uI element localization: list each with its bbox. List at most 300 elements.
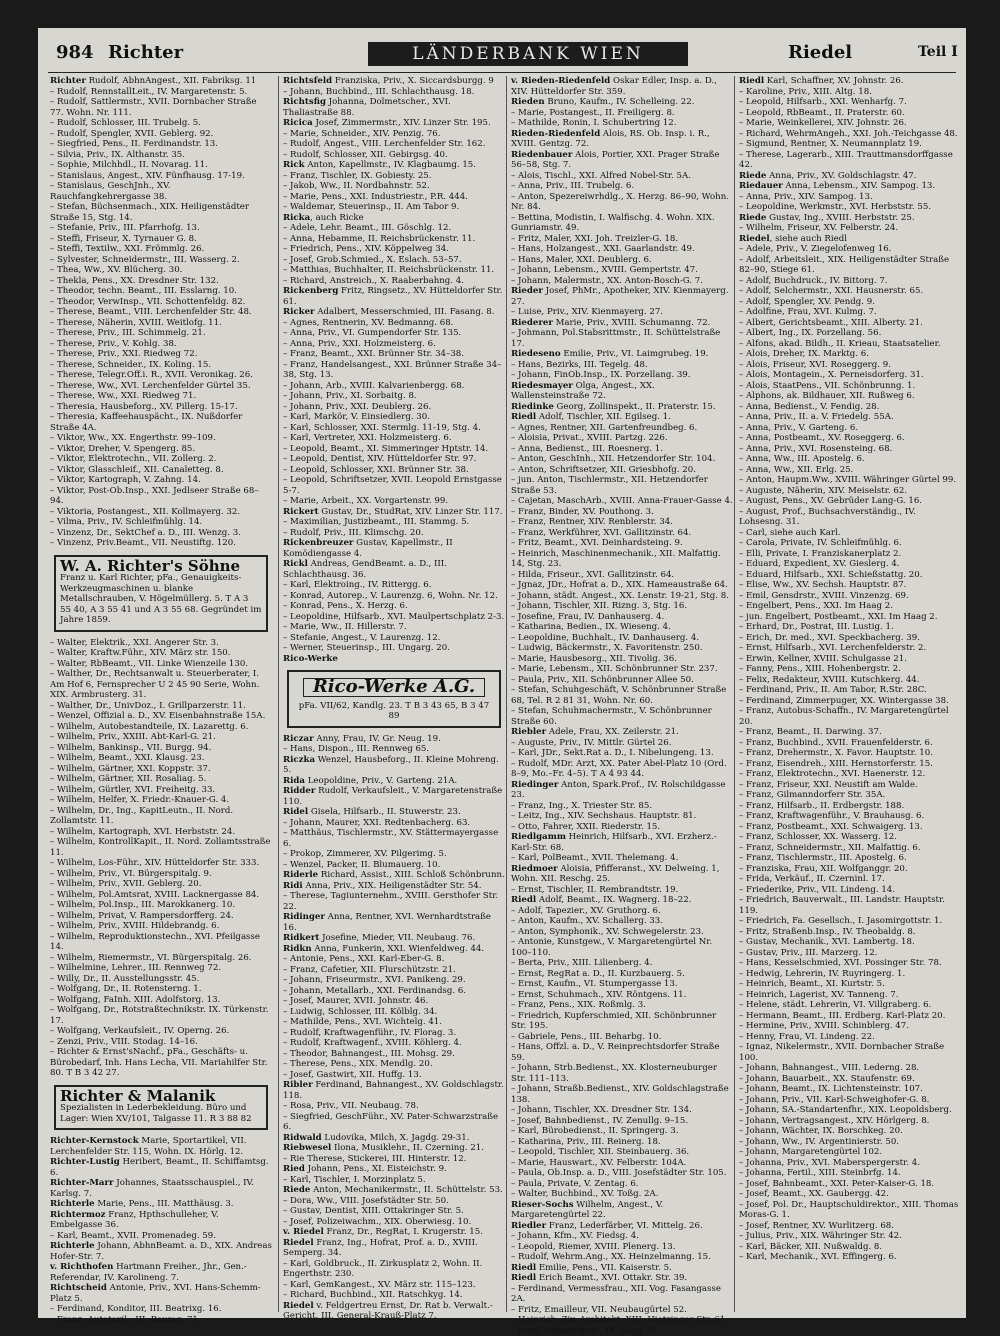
directory-entry: – Stefan, Büchsenmach., XIX. Heiligenstädter Straße 15, Stg. 14.: [50, 202, 272, 223]
directory-entry: v. Riedel Franz, Dr., RegRat, I. Krugerstr. 15.: [283, 1227, 505, 1238]
directory-entry: – Walter, Buchbind., XV. Toßg. 2A.: [511, 1189, 733, 1200]
directory-entry: – Jakob, Ww., II. Nordbahnstr. 52.: [283, 181, 505, 192]
directory-entry: – Alois, Montagein., X. Perneisdorferg. 31.: [739, 370, 961, 381]
directory-entry: Ricker Adalbert, Messerschmied, III. Fasang. 8.: [283, 307, 505, 318]
directory-entry: – Paula, Ob.Insp. a. D., VIII. Josefstädter Str. 105.: [511, 1168, 733, 1179]
advertisement-box: [54, 1085, 268, 1131]
directory-entry: – Jgnaz, JDr., Hofrat a. D., XIX. Hameaustraße 64.: [511, 580, 733, 591]
directory-entry: – Wilhelm, Beamt., XXI. Klausg. 23.: [50, 753, 272, 764]
directory-entry: – Adele, Lehr. Beamt., III. Göschlg. 12.: [283, 223, 505, 234]
advertisement-text: Spezialisten in Lederbekleidung. Büro und Lager: Wien XV/101, Talgasse 11. R 3 88 82: [60, 1103, 252, 1124]
directory-entry: – Wilhelm, Pol.Amtsrat, XVIII. Lacknergasse 84.: [50, 890, 272, 901]
directory-entry: Rieder Josef, PhMr., Apotheker, XIV. Kienmayerg. 27.: [511, 286, 733, 307]
directory-entry: – Therese, Näherin, XVIII. Weitlofg. 11.: [50, 318, 272, 329]
directory-entry: – Hans, Offzl. a. D., V. Reinprechtsdorfer Straße 59.: [511, 1042, 733, 1063]
directory-entry: – Leopold, Riemer, XVIII. Plenerg. 13.: [511, 1242, 733, 1253]
directory-entry: – Franz, Pens., XIX. Roßmlg. 3.: [511, 1000, 733, 1011]
directory-entry: – Hans, Dispon., III. Rennweg 65.: [283, 744, 505, 755]
directory-entry: – Paula, Private, V. Zentag. 6.: [511, 1179, 733, 1190]
directory-entry: – Wilhelm, Priv., XXIII. Abt-Karl-G. 21.: [50, 732, 272, 743]
directory-entry: – Heinrich, Maschinenmechanik., XII. Malfattig. 14, Stg. 23.: [511, 549, 733, 570]
directory-entry: – Viktor, Post-Ob.Insp., XXI. Jedlseer Straße 68–94.: [50, 486, 272, 507]
directory-entry: – Stanislaus, Angest., XIV. Fünfhausg. 17-19.: [50, 171, 272, 182]
directory-entry: – Vinzenz, Dr., SektChef a. D., III. Wenzg. 3.: [50, 528, 272, 539]
directory-entry: – Anna, Priv., III. Trubelg. 6.: [511, 181, 733, 192]
directory-entry: – Wilhelm, Priv., VI. Bürgerspitalg. 9.: [50, 869, 272, 880]
directory-entry: – Bettina, Modistin, I. Walfischg. 4. Wohn. XIX. Gunriamstr. 49.: [511, 213, 733, 234]
directory-entry: – Johann, Kfm., XV. Fiedsg. 4.: [511, 1231, 733, 1242]
directory-entry: Rickert Gustav, Dr., StudRat, XIV. Linzer Str. 117.: [283, 507, 505, 518]
page-header: [38, 28, 966, 68]
directory-entry: – Franz, Cafetier, XII. Flurschützstr. 21.: [283, 965, 505, 976]
directory-entry: – Theresia, Kaffeehauspächt., IX. Nußdorfer Straße 4A.: [50, 412, 272, 433]
directory-entry: – Franz, Elektrotechn., XVI. Haenerstr. 12.: [739, 769, 961, 780]
directory-entry: – Karl, Tischler, I. Morzinplatz 5.: [283, 1175, 505, 1186]
directory-entry: – Franz, Friseur, XXI. Neustift am Walde.: [739, 780, 961, 791]
directory-entry: – Richard, Anstreich., X. Raaberbahng. 4.: [283, 276, 505, 287]
directory-entry: Rieden Bruno, Kaufm., IV. Schelleing. 22.: [511, 97, 733, 108]
directory-entry: – Walther, Dr., Rechtsanwalt u. Steuerberater, I. Am Hof 6, Fernsprecher U 2 45 90 Serie, Wohn. XIX. Armbrusterg. 31.: [50, 669, 272, 701]
directory-entry: – Marie, Lebensm., XII. Schönbrunner Str. 237.: [511, 664, 733, 675]
directory-entry: – Adolf, Buchdruck., IV. Bittorg. 7.: [739, 276, 961, 287]
directory-entry: – Heinrich, Beamt., XI. Kurtstr. 5.: [739, 979, 961, 990]
directory-entry: – Karl, Mechanik., XVI. Effingerg. 6.: [739, 1252, 961, 1263]
directory-entry: Richter-Lustig Heribert, Beamt., II. Schiffamtsg. 6.: [50, 1157, 272, 1178]
directory-entry: Riedlgamm Heinrich, Hilfsarb., XVI. Erzherz.-Karl-Str. 68.: [511, 832, 733, 853]
directory-entry: – Marie, Ww., II. Hillerstr. 7.: [283, 622, 505, 633]
directory-entry: – Johann, Ww., IV. Argentinierstr. 50.: [739, 1137, 961, 1148]
directory-entry: – Hans, Holzangest., XXI. Gaarlandstr. 49.: [511, 244, 733, 255]
directory-entry: – Franz, Autotaxil., III. Baumg. 71.: [50, 1315, 272, 1326]
directory-entry: – Hans, Maler, XXI. Deublerg. 6.: [511, 255, 733, 266]
directory-entry: – Adele, Priv., V. Ziegelofenweg 16.: [739, 244, 961, 255]
directory-entry: – Gustav, Mechanik., XVI. Lambertg. 18.: [739, 937, 961, 948]
directory-entry: – Rudolf, Angest., VIII. Lerchenfelder Str. 162.: [283, 139, 505, 150]
directory-entry: Riedenbauer Alois, Portier, XXI. Prager Straße 56–58, Stg. 7.: [511, 150, 733, 171]
directory-entry: – Karl, Vertreter, XXI. Holzmeisterg. 6.: [283, 433, 505, 444]
directory-entry: – Rie Therese, Stickerei, III. Hinterstr. 12.: [283, 1154, 505, 1165]
directory-entry: – Alois, Friseur, XVI. Roseggerg. 9.: [739, 360, 961, 371]
directory-entry: – Josef, Polizeiwachm., XIX. Oberwiesg. 10.: [283, 1217, 505, 1228]
directory-entry: – Stefanie, Angest., V. Laurenzg. 12.: [283, 633, 505, 644]
directory-entry: – Maximilian, Justizbeamt., III. Stammg. 5.: [283, 517, 505, 528]
directory-entry: Ridkn Anna, Funkerin, XXI. Wienfeldweg. 44.: [283, 944, 505, 955]
directory-entry: – Johann, Priv., VII. Karl-Schweighofer-G. 8.: [739, 1095, 961, 1106]
directory-entry: – Viktor, Elektrotechn., VII. Zollerg. 2.: [50, 454, 272, 465]
directory-entry: – Walter, Elektrik., XXI. Angerer Str. 3.: [50, 638, 272, 649]
directory-entry: – Johanna, Priv., XVI. Maberspergerstr. 4.: [739, 1158, 961, 1169]
directory-entry: – Walter, RbBeamt., VII. Linke Wienzeile 130.: [50, 659, 272, 670]
directory-entry: – Leopold, Tischler, XII. Steinbauerg. 36.: [511, 1147, 733, 1158]
directory-entry: – Franz, Hilfsarb., II. Erdbergstr. 188.: [739, 801, 961, 812]
directory-entry: – Franz, Eisendreh., XIII. Hernstorferstr. 15.: [739, 759, 961, 770]
directory-entry: – Franz, Tischler, IX. Gobiesty. 25.: [283, 171, 505, 182]
directory-entry: Riedesmayer Olga, Angest., XX. Wallensteinstraße 72.: [511, 381, 733, 402]
directory-entry: – Karl, Elektroing., IV. Rittergg. 6.: [283, 580, 505, 591]
directory-entry: – Anna, Ww., III. Apostelg. 6.: [739, 454, 961, 465]
directory-entry: – Sigmund, Rentner, X. Neumannplatz 19.: [739, 139, 961, 150]
directory-entry: – Vinzenz, Priv.Beamt., VII. Neustiftg. 120.: [50, 538, 272, 549]
directory-entry: – Rudolf, Kraftwagenführ., IV. Florag. 3.: [283, 1028, 505, 1039]
directory-entry: – Therese, Tagiunternehm., XVIII. Gersthofer Str. 22.: [283, 891, 505, 912]
directory-entry: Rickenbreuzer Gustav, Kapellmstr., II Komödiengasse 4.: [283, 538, 505, 559]
directory-entry: – Adolf, Selchermstr., XXI. Hausnerstr. 65.: [739, 286, 961, 297]
directory-entry: Ricica Josef, Zimmermstr., XIV. Linzer Str. 195.: [283, 118, 505, 129]
advertisement-box: [54, 555, 268, 632]
directory-entry: – Leopold, Schriftsetzer, XVII. Leopold Ernstgasse 5-7.: [283, 475, 505, 496]
directory-entry: – Agnes, Rentner, XII. Gartenfreundbeg. 6.: [511, 423, 733, 434]
directory-entry: – Wolfgang, Dr., Rotstraßtechnikstr. IX. Türkenstr. 17.: [50, 1005, 272, 1026]
directory-entry: Ried Johann, Pens., XI. Eisteichstr. 9.: [283, 1164, 505, 1175]
directory-entry: – Anna, Priv., XVI. Rosensteing. 68.: [739, 444, 961, 455]
directory-entry: Riedeseno Emilie, Priv., VI. Laimgrubeg. 19.: [511, 349, 733, 360]
directory-entry: – Josef, Bahnbedienst., IV. Zenullg. 9–15.: [511, 1116, 733, 1127]
directory-entry: – Auguste, Priv., IV. Mittlr. Gürtel 26.: [511, 738, 733, 749]
directory-entry: – Mathilde, Pens., XVI. Wichtelg. 41.: [283, 1017, 505, 1028]
directory-entry: – Wilhelm, Privat, V. Rampersdorfferg. 24.: [50, 911, 272, 922]
directory-entry: – Viktor, Glasschleif., XII. Canaletteg. 8.: [50, 465, 272, 476]
directory-entry: – Johann, Malermstr., XX. Anton-Bosch-G. 7.: [511, 276, 733, 287]
directory-entry: – Franz, Autobus-Schaffn., IV. Margaretengürtel 20.: [739, 706, 961, 727]
directory-entry: – Leopold, Beamt., XI. Simmeringer Hptstr. 14.: [283, 444, 505, 455]
directory-entry: – Antonie, Kunstgew., V. Margaretengürtel Nr. 100–110.: [511, 937, 733, 958]
directory-entry: – Therese, Beamt., VIII. Lerchenfelder Str. 48.: [50, 307, 272, 318]
directory-entry: – Wilhelm, Riemermstr., VI. Bürgerspitalg. 26.: [50, 953, 272, 964]
directory-entry: – Rudolf, RennstallLeit., IV. Margaretenstr. 5.: [50, 87, 272, 98]
directory-entry: – Rudolf, Priv., III. Klimschg. 20.: [283, 528, 505, 539]
directory-entry: – Karl, GemKangest., XV. März str. 115–123.: [283, 1280, 505, 1291]
directory-entry: – Ernst, Kaufm., VI. Stumpergasse 13.: [511, 979, 733, 990]
directory-entry: – Wilhelm, Bankinsp., VII. Burgg. 94.: [50, 743, 272, 754]
directory-entry: – Matthias, Buchhalter, II. Reichsbrückenstr. 11.: [283, 265, 505, 276]
directory-entry: – Wilhelm, Kartograph, XVI. Herbststr. 24.: [50, 827, 272, 838]
directory-entry: – Anna, Priv., XIV. Sampog. 13.: [739, 192, 961, 203]
directory-entry: – Therese, Priv., XXI. Riedweg 72.: [50, 349, 272, 360]
directory-entry: – Wilhelm, Pol.Insp., III. Marokkanerg. 10.: [50, 900, 272, 911]
directory-entry: – Johann, Tischler, XII. Rizng. 3, Stg. 16.: [511, 601, 733, 612]
directory-entry: Riebwesel Ilona, Musiklehr., II. Czerning. 21.: [283, 1143, 505, 1154]
directory-entry: – Katharina, Priv., III. Reinerg. 18.: [511, 1137, 733, 1148]
directory-entry: – Anna, Postbeamt., XV. Roseggerg. 6.: [739, 433, 961, 444]
directory-entry: – Steffi, Friseur, X. Tyrnauer G. 8.: [50, 234, 272, 245]
directory-entry: – Rudolf, Schlosser, III. Trubelg. 5.: [50, 118, 272, 129]
directory-entry: – Silvia, Priv., IX. Althanstr. 35.: [50, 150, 272, 161]
directory-entry: – Theodor, techn. Beamt., III. Esslarng. 10.: [50, 286, 272, 297]
directory-entry: – Agnes, Rentnerin, XV. Bedmanng. 68.: [283, 318, 505, 329]
directory-entry: – Karl, Bäcker, XII. Nußwaldg. 8.: [739, 1242, 961, 1253]
header-rule: [48, 72, 956, 73]
directory-entry: – Katharina, Bedien., IX. Wieseng. 4.: [511, 622, 733, 633]
directory-entry: – Wilhelm, Gärtner, XII. Rosaliag. 5.: [50, 774, 272, 785]
directory-entry: – Anna, Priv., XXI. Holzmeisterg. 6.: [283, 339, 505, 350]
directory-entry: – Therese, Priv., III. Schimmelg. 21.: [50, 328, 272, 339]
directory-entry: – Zenzi, Priv., VIII. Stodag. 14–16.: [50, 1037, 272, 1048]
directory-entry: Richterle Johann, AbhnBeamt. a. D., XIX. Andreas Hofer-Str. 7.: [50, 1241, 272, 1262]
directory-entry: – Paula, Priv., XII. Schönbrunner Allee 50.: [511, 675, 733, 686]
directory-entry: – Therese, Pens., XIX. Mendlg. 20.: [283, 1059, 505, 1070]
directory-entry: – Friedrich, Kupferschmied, XII. Schönbrunner Str. 195.: [511, 1011, 733, 1032]
directory-entry: Ricka, auch Ricke: [283, 213, 505, 224]
directory-entry: v. Rieden-Riedenfeld Oskar Edler, Insp. a. D., XIV. Hütteldorfer Str. 359.: [511, 76, 733, 97]
directory-entry: – Heinrich, Lagerist, XV. Tanneng. 7.: [739, 990, 961, 1001]
directory-entry: Rickenberg Fritz, Ringsetz., XV. Hütteldorfer Str. 61.: [283, 286, 505, 307]
directory-entry: – Josef, AbhnAngest., IX. Segg. 8.: [511, 1326, 733, 1336]
directory-entry: Riedl Adolf, Beamt., IX. Wagnerg. 18–22.: [511, 895, 733, 906]
directory-entry: – Alphons, ak. Bildhauer, XII. Rußweg 6.: [739, 391, 961, 402]
directory-entry: – Therese, Priv., V. Kohlg. 38.: [50, 339, 272, 350]
directory-entry: – Fritz, Emailleur, VII. Neubaugürtel 52.: [511, 1305, 733, 1316]
directory-entry: – Ernst, RegRat a. D., II. Kurzbauerg. 5.: [511, 969, 733, 980]
directory-entry: – Wilhelm, KontrollKapit., II. Nord. Zollamtsstraße 11.: [50, 837, 272, 858]
directory-entry: – Anton, Symphonik., XV. Schwegelerstr. 23.: [511, 927, 733, 938]
directory-entry: – Steffi, Textilw., XXI. Frömmlg. 26.: [50, 244, 272, 255]
directory-entry: – Leopoldine, Werkmstr., XVI. Herbststr. 55.: [739, 202, 961, 213]
directory-entry: – Vilma, Priv., IV. Schleifmühlg. 14.: [50, 517, 272, 528]
directory-entry: Ridel Gisela, Hilfsarb., II. Stuwerstr. 23.: [283, 807, 505, 818]
directory-entry: – Werner, Steuerinsp., III. Ungarg. 20.: [283, 643, 505, 654]
page-number: 984: [56, 42, 94, 63]
directory-entry: – Konrad, Pens., X. Herzg. 6.: [283, 601, 505, 612]
directory-entry: – Wilhelm, Friseur, XV. Felberstr. 24.: [739, 223, 961, 234]
directory-entry: – Stefan, Schuhgeschäft, V. Schönbrunner Straße 68, Tel. R 2 81 31, Wohn. Nr. 60.: [511, 685, 733, 706]
directory-entry: Richter-Marr Johannes, Staatsschauspiel., IV. Karlsg. 7.: [50, 1178, 272, 1199]
directory-entry: – Henny, Frau, VI. Lindeng. 22.: [739, 1032, 961, 1043]
directory-entry: – Hans, Kesselschmied, XVI. Possinger Str. 78.: [739, 958, 961, 969]
directory-entry: – Stanislaus, GeschJnh., XV. Rauchfangkehrergasse 38.: [50, 181, 272, 202]
directory-entry: – Wolfgang, Verkaufsleit., IV. Operng. 26.: [50, 1026, 272, 1037]
directory-entry: – Richard, WehrmAngeh., XXI. Joh.-Teichgasse 48.: [739, 129, 961, 140]
directory-entry: – Karl, Beamt., XVII. Promenadeg. 59.: [50, 1231, 272, 1242]
directory-entry: – Fritz, Straßenb.Insp., IV. Theobaldg. 8.: [739, 927, 961, 938]
directory-entry: Ridkert Josefine, Mieder, VII. Neubaug. 76.: [283, 933, 505, 944]
directory-entry: – Engelbert, Pens., XXI. Im Haag 2.: [739, 601, 961, 612]
directory-entry: – Matthäus, Tischlermstr., XV. Stättermayergasse 6.: [283, 828, 505, 849]
directory-entry: Riede Gustav, Ing., XVIII. Herbststr. 25.: [739, 213, 961, 224]
directory-entry: – Wilhelm, Gärtner, XXI. Koppstr. 37.: [50, 764, 272, 775]
directory-entry: – August, Prof., Buchsachverständig., IV. Lohsesng. 31.: [739, 507, 961, 528]
left-running-head: Richter: [108, 42, 183, 63]
directory-entry: Richter Rudolf, AbhnAngest., XII. Fabriksg. 11: [50, 76, 272, 87]
directory-entry: – Anna, Priv., II. a. V. Friedelg. 55A.: [739, 412, 961, 423]
directory-entry: Riedl Karl, Schaffner, XV. Johnstr. 26.: [739, 76, 961, 87]
directory-entry: – Johann, Arb., XVIII. Kalvarienbergg. 68.: [283, 381, 505, 392]
advertisement-title: W. A. Richter's Söhne: [60, 561, 262, 572]
directory-entry: – Fanny, Pens., XIII. Hohenbergstr. 2.: [739, 664, 961, 675]
directory-entry: – Anna, Bedienst., V. Fendig. 28.: [739, 402, 961, 413]
directory-entry: – Friedrich, Pens., XIV. Köppelweg 34.: [283, 244, 505, 255]
directory-entry: Riedl Emilie, Pens., VII. Kaiserstr. 5.: [511, 1263, 733, 1274]
advertisement-text: pFa. VII/62, Kandlg. 23. T B 3 43 65, B 3 47 89: [299, 701, 489, 722]
directory-entry: – Albert, Ing., IX. Porzellang. 56.: [739, 328, 961, 339]
directory-entry: – Franz, Postbeamt., XXI. Schwaigerg. 13.: [739, 822, 961, 833]
directory-entry: – Wilhelm, Priv., XVII. Geblerg. 20.: [50, 879, 272, 890]
directory-entry: – Franz, Buchbind., XVII. Frauenfelderstr. 6.: [739, 738, 961, 749]
directory-entry: – Antonie, Pens., XXI. Karl-Eber-G. 8.: [283, 954, 505, 965]
directory-entry: – Carola, Private, IV. Schleifmühlg. 6.: [739, 538, 961, 549]
directory-entry: – Helene, städt. Lehrerin, VI. Villgraberg. 6.: [739, 1000, 961, 1011]
directory-entry: – Therese, Ww., XXI. Riedweg 71.: [50, 391, 272, 402]
directory-entry: Riedl Erich Beamt., XVI. Ottakr. Str. 39.: [511, 1273, 733, 1284]
directory-entry: – Richard, Buchbind., XII. Ratschkyg. 14.: [283, 1290, 505, 1301]
directory-entry: – Konrad, Autorep., V. Laurenzg. 6, Wohn. Nr. 12.: [283, 591, 505, 602]
directory-entry: – Wenzel, Packer, II. Blumauerg. 10.: [283, 860, 505, 871]
directory-entry: – Franz, Kraftwagenführ., V. Brauhausg. 6.: [739, 811, 961, 822]
directory-entry: – Ferdinand, Konditor, III. Beatrixg. 16.: [50, 1304, 272, 1315]
directory-entry: – jun. Engelbert, Postbeamt., XXI. Im Haag 2.: [739, 612, 961, 623]
directory-entry: – Felix, Redakteur, XVIII. Kutschkerg. 44.: [739, 675, 961, 686]
directory-entry: – Hedwig, Lehrerin, IV. Ruyringerg. 1.: [739, 969, 961, 980]
directory-entry: – Thea, Ww., XV. Blücherg. 30.: [50, 265, 272, 276]
directory-entry: – Auguste, Näherin, XIV. Meiselstr. 62.: [739, 486, 961, 497]
directory-entry: Riedinke Georg, Zollinspekt., II. Praterstr. 15.: [511, 402, 733, 413]
advertisement-title: Rico-Werke A.G.: [303, 678, 485, 697]
directory-entry: Riedler Franz, Lederfärber, VI. Mittelg. 26.: [511, 1221, 733, 1232]
directory-entry: – Rudolf, Spengler, XVII. Geblerg. 92.: [50, 129, 272, 140]
bank-banner: LÄNDERBANK WIEN: [368, 42, 688, 66]
directory-entry: – Thekla, Pens., XX. Dresdner Str. 132.: [50, 276, 272, 287]
directory-entry: – Franz, Schlosser, XX. Wasserg. 12.: [739, 832, 961, 843]
directory-entry: – Ludwig, Schlosser, III. Kölblg. 34.: [283, 1007, 505, 1018]
directory-entry: Rieden-Riedenfeld Alois, RS. Ob. Insp. i. R., XVIII. Gentzg. 72.: [511, 129, 733, 150]
directory-entry: – Franz, Binder, XV. Pouthong. 3.: [511, 507, 733, 518]
directory-entry: – Ferdinand, Vermessfrau., XII. Vog. Fasangasse 2A.: [511, 1284, 733, 1305]
directory-entry: – Berta, Priv., XIII. Lilienberg. 4.: [511, 958, 733, 969]
directory-entry: – Johann, Tischler, XX. Dresdner Str. 134.: [511, 1105, 733, 1116]
column-4: [734, 76, 961, 1312]
directory-entry: – Josef, Maurer, XVII. Johnstr. 46.: [283, 996, 505, 1007]
directory-entry: – Friedrich, Fa. Gesellsch., I. Jasomirgottstr. 1.: [739, 916, 961, 927]
directory-entry: – Julius, Priv., XIX. Währinger Str. 42.: [739, 1231, 961, 1242]
directory-entry: – Leopoldine, Hilfsarb., XVI. Maulpertschplatz 2-3.: [283, 612, 505, 623]
directory-entry: Riede Anton, Mechanikermstr., II. Schüttelstr. 53.: [283, 1185, 505, 1196]
directory-entry: – Wilhelm, Helfer, X. Friedr.-Knauer-G. 4.: [50, 795, 272, 806]
directory-entry: – Adolf, Spengler, XV. Pendg. 9.: [739, 297, 961, 308]
directory-entry: Riedauer Anna, Lebensm., XIV. Sampog. 13.: [739, 181, 961, 192]
directory-entry: – Karl, Markör, V. Einsiedlerg. 30.: [283, 412, 505, 423]
directory-entry: Riebler Adele, Frau, XX. Zeilerstr. 21.: [511, 727, 733, 738]
directory-entry: – Wilhelm, Gürtler, XVI. Freiheitg. 33.: [50, 785, 272, 796]
directory-entry: – Gustav, Priv., III. Marzerg. 12.: [739, 948, 961, 959]
directory-entry: – Wilhelm, Dr., Ing., KapitLeutn., II. Nord. Zollamtstr. 11.: [50, 806, 272, 827]
directory-entry: – Friederike, Priv., VII. Lindeng. 14.: [739, 885, 961, 896]
directory-entry: – Therese, Telegr.Off.i. R., XVII. Veronikag. 26.: [50, 370, 272, 381]
directory-entry: Rida Leopoldine, Priv., V. Garteng. 21A.: [283, 776, 505, 787]
directory-entry: – Wolfgang, Dr., II. Rotensterng. 1.: [50, 984, 272, 995]
directory-entry: – Franz, Handelsangest., XXI. Brünner Straße 34–38, Stg. 13.: [283, 360, 505, 381]
directory-entry: – Anna, Ww., XII. Erlg. 25.: [739, 465, 961, 476]
directory-entry: – Carl, siehe auch Karl.: [739, 528, 961, 539]
directory-entry: – Stefan, Schuhmachermstr., V. Schönbrunner Straße 60.: [511, 706, 733, 727]
directory-entry: – Wolfgang, FaInh. XIII. Adolfstorg. 13.: [50, 995, 272, 1006]
directory-entry: – Josef, Rentner, XV. Wurlitzerg. 68.: [739, 1221, 961, 1232]
directory-entry: – Viktor, Kartograph, V. Zahng. 14.: [50, 475, 272, 486]
directory-entry: – Leopold, Hilfsarb., XXI. Wenharfg. 7.: [739, 97, 961, 108]
directory-entry: – Anton, GeschInh., XII. Hetzendorfer Str. 104.: [511, 454, 733, 465]
directory-page: [38, 28, 966, 1318]
directory-entry: – Luise, Priv., XIV. Kienmayerg. 27.: [511, 307, 733, 318]
directory-entry: – Franz, Gilmanndorferr Str. 35A.: [739, 790, 961, 801]
directory-entry: – Josefine, Frau, IV. Danhauserg. 4.: [511, 612, 733, 623]
directory-entry: Richtermoz Franz, Hpthschulleher, V. Embelgasse 36.: [50, 1210, 272, 1231]
directory-entry: – Rudolf, Wehrm.Ang., XX. Heinzelmanng. 15.: [511, 1252, 733, 1263]
directory-entry: – Johann, Margaretengürtel 102.: [739, 1147, 961, 1158]
directory-entry: – Emil, Gensdrstr., XVIII. Vinzenzg. 69.: [739, 591, 961, 602]
directory-entry: Riedinger Anton, Spark.Prof., IV. Rolschildgasse 23.: [511, 780, 733, 801]
directory-entry: – Johann, Wächter, IX. Borschkeg. 20.: [739, 1126, 961, 1137]
directory-entry: – Viktor, Ww., XX. Engerthstr. 99–109.: [50, 433, 272, 444]
directory-entry: – Leopoldine, Buchhalt., IV. Danhauserg. 4.: [511, 633, 733, 644]
directory-entry: – Ernst, Tischler, II. Rembrandtstr. 19.: [511, 885, 733, 896]
directory-entry: – Johann, Maurer, XXI. Redtenbacherg. 63.: [283, 818, 505, 829]
directory-entry: – Erhard, Dr., Postrat, III. Lustig. 1.: [739, 622, 961, 633]
directory-entry: – Therese, Lagerarb., XIII. Trauttmansdorffgasse 42.: [739, 150, 961, 171]
directory-entry: – Johann, Strb.Bedienst., XX. Klosterneuburger Str. 111–113.: [511, 1063, 733, 1084]
directory-entry: – Marie, Hauswart., XV. Felberstr. 104A.: [511, 1158, 733, 1169]
directory-entry: – Josef, Gastwirt, XII. Huffg. 13.: [283, 1070, 505, 1081]
directory-entry: Rick Anton, Kapellmstr., IV. Klagbaumg. 15.: [283, 160, 505, 171]
directory-entry: Rico-Werke: [283, 654, 505, 665]
directory-entry: Richtscheid Antonie, Priv., XVI. Hans-Schemm-Platz 5.: [50, 1283, 272, 1304]
directory-entry: – Karl, Bürobedienst., II. Springerg. 3.: [511, 1126, 733, 1137]
directory-entry: – Gabriele, Pens., III. Beharbg. 10.: [511, 1032, 733, 1043]
directory-entry: Riedel Franz, Ing., Hofrat, Prof. a. D., XVIII. Semperg. 34.: [283, 1238, 505, 1259]
advertisement-box: [287, 670, 501, 728]
directory-entry: Ridwald Ludovika, Milch, X. Jagdg. 29-31.: [283, 1133, 505, 1144]
directory-entry: Rickl Andreas, GendBeamt. a. D., III. Schlachthausg. 36.: [283, 559, 505, 580]
directory-entry: – Eduard, Expedient, XV. Gieslerg. 4.: [739, 559, 961, 570]
directory-entry: – Hilda, Friseur., XVI. Gallitzinstr. 64.: [511, 570, 733, 581]
directory-entry: – Theodor, Bahnangest., III. Mohsg. 29.: [283, 1049, 505, 1060]
directory-entry: – Hermine, Priv., XVIII. Schinblerg. 47.: [739, 1021, 961, 1032]
column-1: [50, 76, 272, 1312]
directory-entry: – Cajetan, MaschArb., XVIII. Anna-Frauer-Gasse 4.: [511, 496, 733, 507]
directory-entry: – Walther, Dr., UnivDoz., I. Grillparzerstr. 11.: [50, 701, 272, 712]
directory-entry: – Theodor, VerwInsp., VII. Schottenfeldg. 82.: [50, 297, 272, 308]
directory-entry: – Karl, JDr., Sekt.Rat a. D., I. Nibelungeng. 13.: [511, 748, 733, 759]
directory-entry: – Fritz, Beamt., XVI. Deinhardsteing. 9.: [511, 538, 733, 549]
directory-entry: – Adolf, Arbeitsleit., XIX. Heiligenstädter Straße 82–90, Stiege 61.: [739, 255, 961, 276]
directory-entry: Riczar Anny, Frau, IV. Gr. Neug. 19.: [283, 734, 505, 745]
directory-entry: – Leopold, Dentist, XIV. Hütteldorfer Str. 97.: [283, 454, 505, 465]
directory-entry: – Johann, Lebensm., XVIII. Gempertstr. 47.: [511, 265, 733, 276]
directory-entry: – Gustav, Dentist, XIII. Ottakringer Str. 5.: [283, 1206, 505, 1217]
directory-entry: – Leitz, Ing., XIV. Sechshaus. Hauptstr. 81.: [511, 811, 733, 822]
directory-entry: – Franz, Werkführer, XVI. Gallitzinstr. 64.: [511, 528, 733, 539]
directory-entry: – Ernst, Hilfsarb., XVI. Lerchenfelderstr. 2.: [739, 643, 961, 654]
directory-entry: – Johann, Priv., XXI. Deublerg. 26.: [283, 402, 505, 413]
directory-entry: – Heinrich, Ziv. Architekt, XIII. Hietzinger Str. 61.: [511, 1315, 733, 1326]
directory-entry: Richter-Kernstock Marie, Sportartikel, VII. Lerchenfelder Str. 115, Wohn. IX. Hörlg. 12.: [50, 1136, 272, 1157]
right-running-head: Riedel: [788, 42, 852, 63]
advertisement-text: Franz u. Karl Richter, pFa., Genauigkeits-Werkzeugmaschinen u. blanke Metallschrauben, V. Högelmüllerg. 5. T A 3 55 40, A 3 55 41 und A 3 55 68. Gegründet im Jahre 1859.: [60, 573, 261, 625]
directory-entry: – Eduard, Hilfsarb., XXI. Schießstattg. 20.: [739, 570, 961, 581]
directory-entry: – Johann, Friseurmstr., XVI. Panikeng. 29.: [283, 975, 505, 986]
directory-entry: – Rudolf, Sattlermstr., XVII. Dornbacher Straße 77. Wohn. Nr. 111.: [50, 97, 272, 118]
directory-entry: – Mathilde, Ronin, I. Schubertring 12.: [511, 118, 733, 129]
directory-entry: – Friedrich, Bauverwalt., III. Landstr. Hauptstr. 119.: [739, 895, 961, 916]
directory-entry: – Marie, Schneider., XIV. Penzig. 76.: [283, 129, 505, 140]
directory-entry: – Josef, Pol. Dr., Hauptschuldirektor., XIII. Thomas Moras-G. 1.: [739, 1200, 961, 1221]
directory-entry: – Stefanie, Priv., III. Pfarrhofg. 13.: [50, 223, 272, 234]
directory-entry: Ridinger Anna, Rentner, XVI. Wernhardtstraße 16.: [283, 912, 505, 933]
directory-entry: – Anton, Haupm.Ww., XVIII. Währinger Gürtel 99.: [739, 475, 961, 486]
directory-entry: Rieser-Sochs Wilhelm, Angest., V. Margaretengürtel 22.: [511, 1200, 733, 1221]
part-label: Teil I: [918, 44, 958, 60]
directory-entry: – Anna, Priv., V. Garteng. 6.: [739, 423, 961, 434]
directory-entry: – Marie, Pens., XXI. Industriestr., P.R. 444.: [283, 192, 505, 203]
directory-entry: – Waldemar, Steuerinsp., II. Am Tabor 9.: [283, 202, 505, 213]
directory-entry: – Elli, Private, I. Franziskanerplatz 2.: [739, 549, 961, 560]
